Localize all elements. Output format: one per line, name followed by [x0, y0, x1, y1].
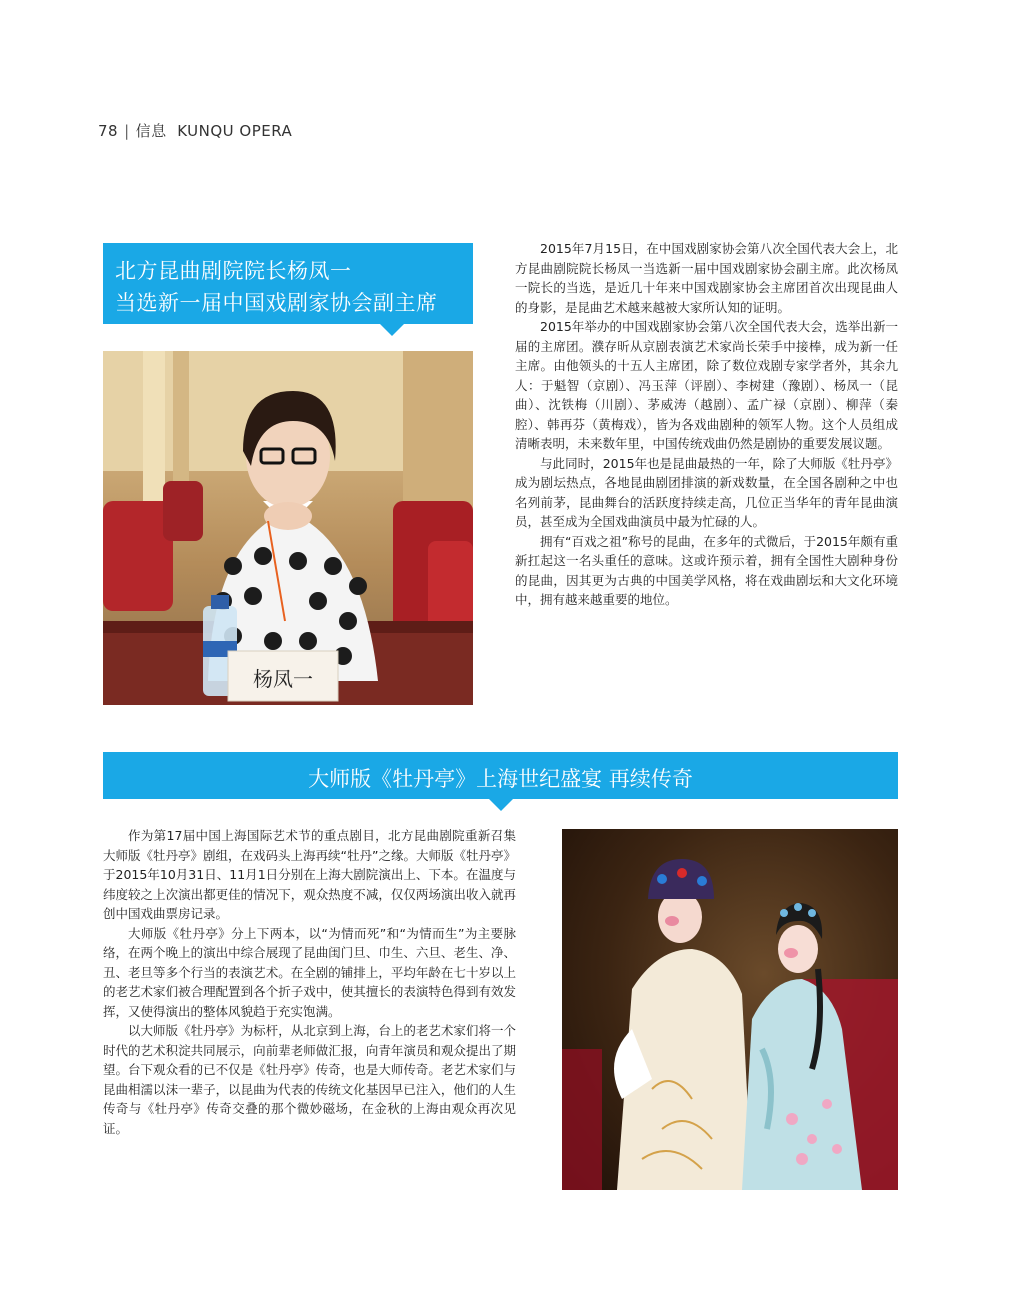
article2-paragraph: 大师版《牡丹亭》分上下两本，以“为情而死”和“为情而生”为主要脉络，在两个晚上的演出中综合展现了昆曲闺门旦、巾生、六旦、老生、净、丑、老旦等多个行当的表演艺术。在全剧的铺排上，平均年龄在七十岁以上的老艺术家们被合理配置到各个折子戏中，使其擅长的表演特色得到有效发挥，又使得演出的整体风貌趋于充实饱满。 — [103, 925, 516, 1019]
nameplate-text: 杨凤一 — [253, 667, 313, 691]
article1-title-banner — [103, 243, 473, 324]
page-number: 78 — [98, 122, 119, 140]
article1-title-line2: 当选新一届中国戏剧家协会副主席 — [115, 291, 438, 315]
article2-title-banner — [103, 752, 898, 799]
article1-title-line1: 北方昆曲剧院院长杨凤一 — [115, 259, 352, 283]
article2-stage-photo — [562, 829, 898, 1190]
article1-paragraph: 2015年举办的中国戏剧家协会第八次全国代表大会，选举出新一届的主席团。濮存昕从京剧表演艺术家尚长荣手中接棒，成为新一任主席。由他领头的十五人主席团，除了数位戏剧专家学者外，其余九人：于魁智（京剧）、冯玉萍（评剧）、李树建（豫剧）、杨凤一（昆曲）、沈铁梅（川剧）、茅威涛（越剧）、孟广禄（京剧）、柳萍（秦腔）、韩再芬（黄梅戏），皆为各戏曲剧种的领军人物。这个人员组成清晰表明，未来数年里，中国传统戏曲仍然是剧协的重要发展议题。 — [515, 319, 898, 451]
article1-paragraph: 2015年7月15日，在中国戏剧家协会第八次全国代表大会上，北方昆曲剧院院长杨凤一当选新一届中国戏剧家协会副主席。此次杨凤一院长的当选，是近几十年来中国戏剧家协会主席团首次出现昆曲人的身影，是昆曲艺术越来越被大家所认知的证明。 — [515, 241, 898, 315]
magazine-name: KUNQU OPERA — [177, 122, 293, 140]
section-name: 信息 — [135, 122, 167, 140]
article1-photo — [103, 351, 473, 705]
article1-paragraph: 与此同时，2015年也是昆曲最热的一年，除了大师版《牡丹亭》成为剧坛热点，各地昆曲剧团排演的新戏数量，在全国各剧种之中也名列前茅，昆曲舞台的活跃度持续走高，几位正当华年的青年昆曲演员，甚至成为全国戏曲演员中最为忙碌的人。 — [515, 455, 898, 529]
banner-notch — [380, 324, 404, 336]
article1-body — [515, 239, 898, 610]
article2-paragraph: 作为第17届中国上海国际艺术节的重点剧目，北方昆曲剧院重新召集大师版《牡丹亭》剧组，在戏码头上海再续“牡丹”之缘。大师版《牡丹亭》于2015年10月31日、11月1日分别在上海大剧院演出上、下本。在温度与纬度较之上次演出都更佳的情况下，观众热度不减，仅仅两场演出收入就再创中国戏曲票房记录。 — [103, 828, 516, 921]
article1-paragraph: 拥有“百戏之祖”称号的昆曲，在多年的式微后，于2015年颇有重新扛起这一名头重任的意味。这或许预示着，拥有全国性大剧种身份的昆曲，因其更为古典的中国美学风格，将在戏曲剧坛和大文化环境中，拥有越来越重要的地位。 — [515, 533, 898, 607]
page-header — [98, 120, 292, 141]
header-separator: | — [124, 122, 130, 140]
article2-body — [103, 826, 516, 1138]
banner-notch — [489, 799, 513, 811]
article2-paragraph: 以大师版《牡丹亭》为标杆，从北京到上海，台上的老艺术家们将一个时代的艺术积淀共同展示，向前辈老师做汇报，向青年演员和观众提出了期望。台下观众看的已不仅是《牡丹亭》传奇，也是大师传奇。老艺术家们与昆曲相濡以沫一辈子，以昆曲为代表的传统文化基因早已注入，他们的人生传奇与《牡丹亭》传奇交叠的那个微妙磁场，在金秋的上海由观众再次见证。 — [103, 1023, 516, 1136]
article2-title: 大师版《牡丹亭》上海世纪盛宴 再续传奇 — [308, 767, 693, 791]
